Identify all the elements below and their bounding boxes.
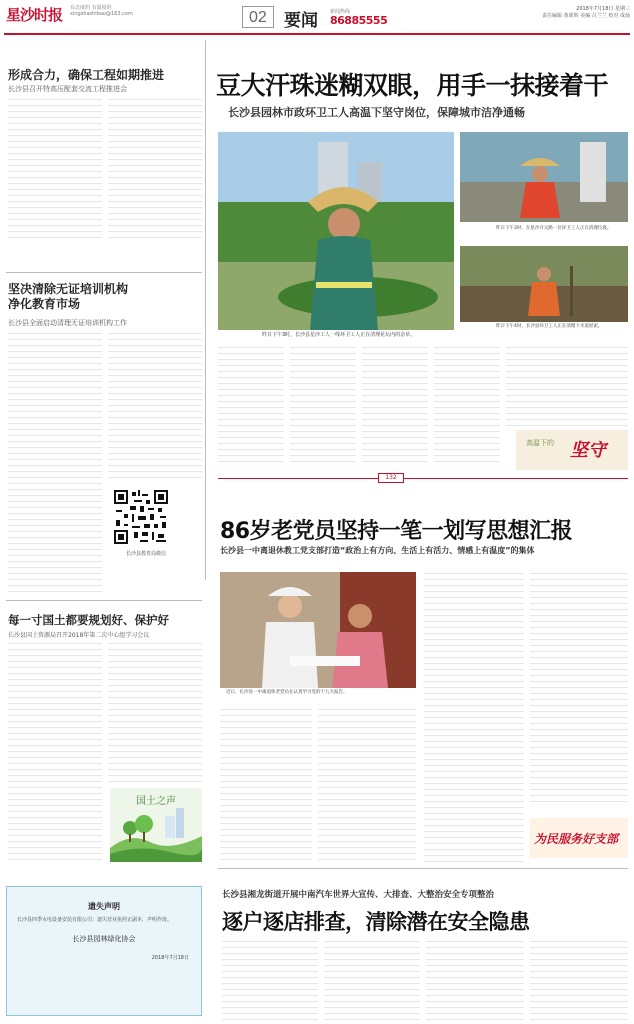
main-1-subtitle: 长沙县园林市政环卫工人高温下坚守岗位，保障城市洁净通畅 [228, 106, 525, 119]
article-2-title-line-1: 坚决清除无证培训机构 [8, 282, 129, 296]
drain-cleaning-photo-icon [460, 246, 628, 322]
date-text: 2018年7月18日 星期三 [576, 6, 630, 12]
page-marker: 132 [378, 473, 404, 483]
main-2-body-col2 [318, 708, 416, 864]
lost-notice-box [6, 886, 202, 1016]
article-3-title: 每一寸国土都要规划好、保护好 [8, 613, 169, 627]
sanitation-worker-photo-icon [218, 132, 454, 330]
article-3-body-col2 [108, 642, 202, 782]
article-2-subtitle: 长沙县全面启动清理无证培训机构工作 [8, 319, 127, 327]
notice-body: 长沙县四季水电设备安装有限公司：遗失营业执照正副本，声明作废。 [17, 917, 173, 923]
main-2-body-col4 [530, 572, 628, 802]
article-1-title: 形成合力，确保工程如期推进 [8, 68, 165, 82]
main-3-body-col1 [222, 940, 318, 1020]
main-3-title: 逐户逐店排查，清除潜在安全隐患 [222, 910, 530, 934]
main-1-caption-right-2: 昨日下午4时，长沙县环卫工人正在清理下水道淤泥。 [496, 324, 603, 329]
main-1-body-col1 [218, 346, 284, 466]
main-1-photo [218, 132, 454, 330]
newspaper-logo: 星沙时报 [6, 6, 63, 24]
badge-text: 坚守 [570, 440, 606, 461]
qr-caption: 长沙县教育局微信 [125, 551, 166, 557]
badge-small-text: 高温下的 [526, 439, 554, 447]
main-2-body-col3 [424, 572, 524, 864]
main-1-badge [516, 430, 628, 470]
article-3-subtitle: 长沙县国土资源局召开2018年第二次中心组学习会议 [8, 632, 150, 639]
phone-label: 新闻热线 [330, 9, 351, 15]
article-3-body-col1 [8, 642, 102, 862]
column-divider [205, 40, 206, 580]
page-number: 02 [242, 6, 274, 28]
notice-org: 长沙县园林绿化协会 [72, 935, 136, 943]
article-1-body-col1 [8, 98, 102, 243]
editor-credits: 责任编辑 黄新辉 美编 吕兰兰 校对 成灿 [542, 13, 630, 19]
main-3-body-col3 [426, 940, 524, 1020]
main-3-body-col4 [530, 940, 628, 1020]
article-divider [6, 272, 202, 273]
main-1-body-col5 [506, 346, 628, 426]
worker-cleaning-photo-icon [460, 132, 628, 222]
main-2-photo [220, 572, 416, 688]
issue-date [520, 6, 630, 20]
section-name: 要闻 [284, 11, 318, 31]
article-2-title [8, 282, 128, 312]
article-2-body-col2 [108, 332, 202, 482]
land-scene-icon [110, 788, 202, 862]
phone-number: 86885555 [330, 14, 388, 27]
tagline-line-2: xingshashibao@163.com [70, 11, 133, 17]
main-2-badge-text: 为民服务好支部 [534, 832, 619, 846]
main-2-badge [530, 818, 628, 858]
main-1-caption-right-1: 昨日下午3时，在星沙开元路一位环卫工人正在清理垃圾。 [496, 226, 612, 231]
main-2-subtitle: 长沙县一中离退休教工党支部打造“政治上有方向、生活上有活力、情感上有温度”的集体 [220, 546, 535, 555]
main-3-kicker: 长沙县湘龙街道开展中南汽车世界大宣传、大排查、大整治安全专项整治 [222, 890, 495, 900]
main-3-body-col2 [324, 940, 420, 1020]
main-1-photo-right-2 [460, 246, 628, 322]
main-2-title: 86岁老党员坚持一笔一划写思想汇报 [220, 519, 573, 544]
header-rule [4, 33, 630, 35]
land-illustration [110, 788, 202, 862]
main-2-body-col1 [220, 708, 312, 864]
section-rule [218, 868, 628, 869]
notice-title: 遗失声明 [88, 902, 120, 911]
main-1-photo-right-1 [460, 132, 628, 222]
article-divider [6, 600, 202, 601]
article-1-body-col2 [108, 98, 202, 243]
main-1-caption: 昨日下午3时，长沙县星沙工人一线环卫工人正在清理花坛内的杂草。 [262, 332, 416, 338]
main-1-title: 豆大汗珠迷糊双眼，用手一抹接着干 [216, 71, 609, 100]
section-rule [218, 478, 628, 479]
party-members-reading-photo-icon [220, 572, 416, 688]
header-tagline [70, 5, 150, 17]
article-2-body-col1 [8, 332, 102, 594]
tagline-line-1: 有态度的 有温度的 [70, 5, 112, 11]
main-1-body-col4 [434, 346, 500, 466]
notice-date: 2018年7月18日 [151, 955, 189, 961]
article-2-title-line-2: 净化教育市场 [8, 297, 81, 311]
main-1-body-col3 [362, 346, 428, 466]
main-2-caption: 近日，长沙县一中离退休老党员在认真学习党的十九大报告。 [226, 690, 348, 695]
main-1-body-col2 [290, 346, 356, 466]
qr-code [112, 488, 170, 546]
svg-text:国土之声: 国土之声 [136, 796, 176, 807]
qr-code-icon [112, 488, 170, 546]
article-1-subtitle: 长沙县召开特高压配套交流工程推进会 [8, 85, 127, 93]
